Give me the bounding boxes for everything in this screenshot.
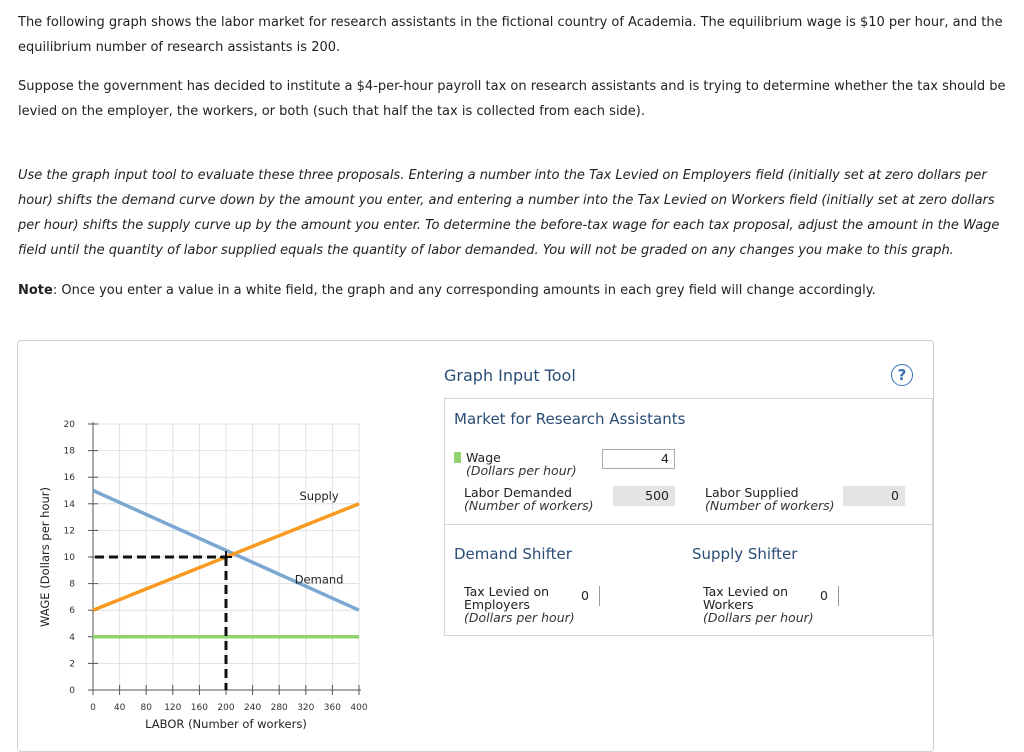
note-paragraph (18, 278, 1008, 303)
y-tick-label: 6 (69, 606, 75, 617)
graph-input-widget (17, 340, 934, 752)
y-tick-label: 14 (63, 499, 75, 510)
worker-tax-label-line2: Workers (703, 597, 754, 612)
y-tick-label: 2 (69, 659, 75, 670)
x-tick-label: 280 (270, 703, 288, 713)
x-tick-label: 160 (190, 703, 208, 713)
labor-market-graph[interactable] (18, 341, 438, 745)
market-title: Market for Research Assistants (454, 410, 686, 428)
employer-tax-input[interactable]: 0 (528, 586, 600, 606)
intro-paragraph-2: Suppose the government has decided to institute a $4-per-hour payroll tax on research assistants and is trying to determine whether the tax should be levied on the employer, the workers, or both (such that half the tax is collected from each side). (18, 79, 1006, 119)
note-label: Note (18, 283, 53, 298)
note-text: : Once you enter a value in a white field, the graph and any corresponding amounts in each grey field will change accordingly. (52, 283, 876, 298)
wage-label-text: Wage (466, 450, 501, 465)
supply-curve-label: Supply (299, 488, 339, 503)
demand-curve-label: Demand (294, 572, 344, 587)
help-icon[interactable]: ? (891, 364, 913, 386)
y-tick-label: 8 (69, 579, 75, 590)
labor-supplied-label (705, 486, 835, 512)
x-tick-label: 80 (140, 703, 152, 713)
y-tick-label: 10 (63, 553, 75, 563)
x-tick-label: 120 (164, 703, 182, 713)
labor-demanded-field: 500 (613, 486, 675, 506)
employer-tax-label-line1: Tax Levied on (464, 584, 550, 599)
input-panel (444, 398, 933, 636)
y-tick-label: 0 (69, 686, 75, 696)
wage-legend-swatch (454, 452, 461, 463)
y-tick-label: 20 (63, 420, 75, 430)
x-tick-label: 240 (244, 703, 262, 713)
employer-tax-units: (Dollars per hour) (464, 610, 575, 625)
labor-supplied-label-text: Labor Supplied (705, 485, 799, 500)
y-tick-label: 18 (63, 446, 75, 457)
x-tick-label: 200 (217, 703, 235, 713)
intro-paragraph-1: The following graph shows the labor market for research assistants in the fictional country of Academia. The equilibrium wage is $10 per hour, and the equilibrium number of research assistants is 200. (18, 15, 1003, 55)
demand-shifter-title: Demand Shifter (454, 545, 572, 563)
x-tick-label: 400 (350, 703, 368, 713)
labor-demanded-label (464, 486, 594, 512)
labor-supplied-field: 0 (843, 486, 905, 506)
x-tick-label: 40 (113, 703, 126, 713)
worker-tax-label-line1: Tax Levied on (703, 584, 789, 599)
instructions-paragraph: Use the graph input tool to evaluate these three proposals. Entering a number into the Tax Levied on Employers field (initially set at zero dollars per hour) shifts the demand curve down by the amount you enter, and entering a number into the Tax Levied on Workers field (initially set at zero dollars per hour) shifts the supply curve up by the amount you enter. To determine the before-tax wage for each tax proposal, adjust the amount in the Wage field until the quantity of labor supplied equals the quantity of labor demanded. You will not be graded on any changes you make to this graph. (18, 168, 1000, 258)
worker-tax-input[interactable]: 0 (767, 586, 839, 606)
supply-shifter-title: Supply Shifter (692, 545, 798, 563)
x-tick-label: 360 (323, 703, 341, 713)
labor-demanded-label-text: Labor Demanded (464, 485, 572, 500)
panel-divider (445, 524, 932, 525)
labor-demanded-units: (Number of workers) (464, 498, 594, 513)
labor-supplied-units: (Number of workers) (705, 498, 835, 513)
x-tick-label: 320 (297, 703, 315, 713)
y-tick-label: 12 (63, 526, 75, 537)
y-axis-title: WAGE (Dollars per hour) (38, 486, 52, 628)
worker-tax-units: (Dollars per hour) (703, 610, 814, 625)
y-tick-label: 4 (69, 632, 75, 643)
x-axis-title: LABOR (Number of workers) (145, 717, 307, 731)
x-tick-label: 0 (90, 703, 96, 713)
y-tick-label: 16 (63, 473, 75, 484)
wage-units: (Dollars per hour) (466, 463, 577, 478)
wage-label (466, 451, 577, 477)
wage-input[interactable]: 4 (602, 449, 675, 469)
graph-input-tool-title: Graph Input Tool (444, 366, 576, 385)
employer-tax-label-line2: Employers (464, 597, 530, 612)
